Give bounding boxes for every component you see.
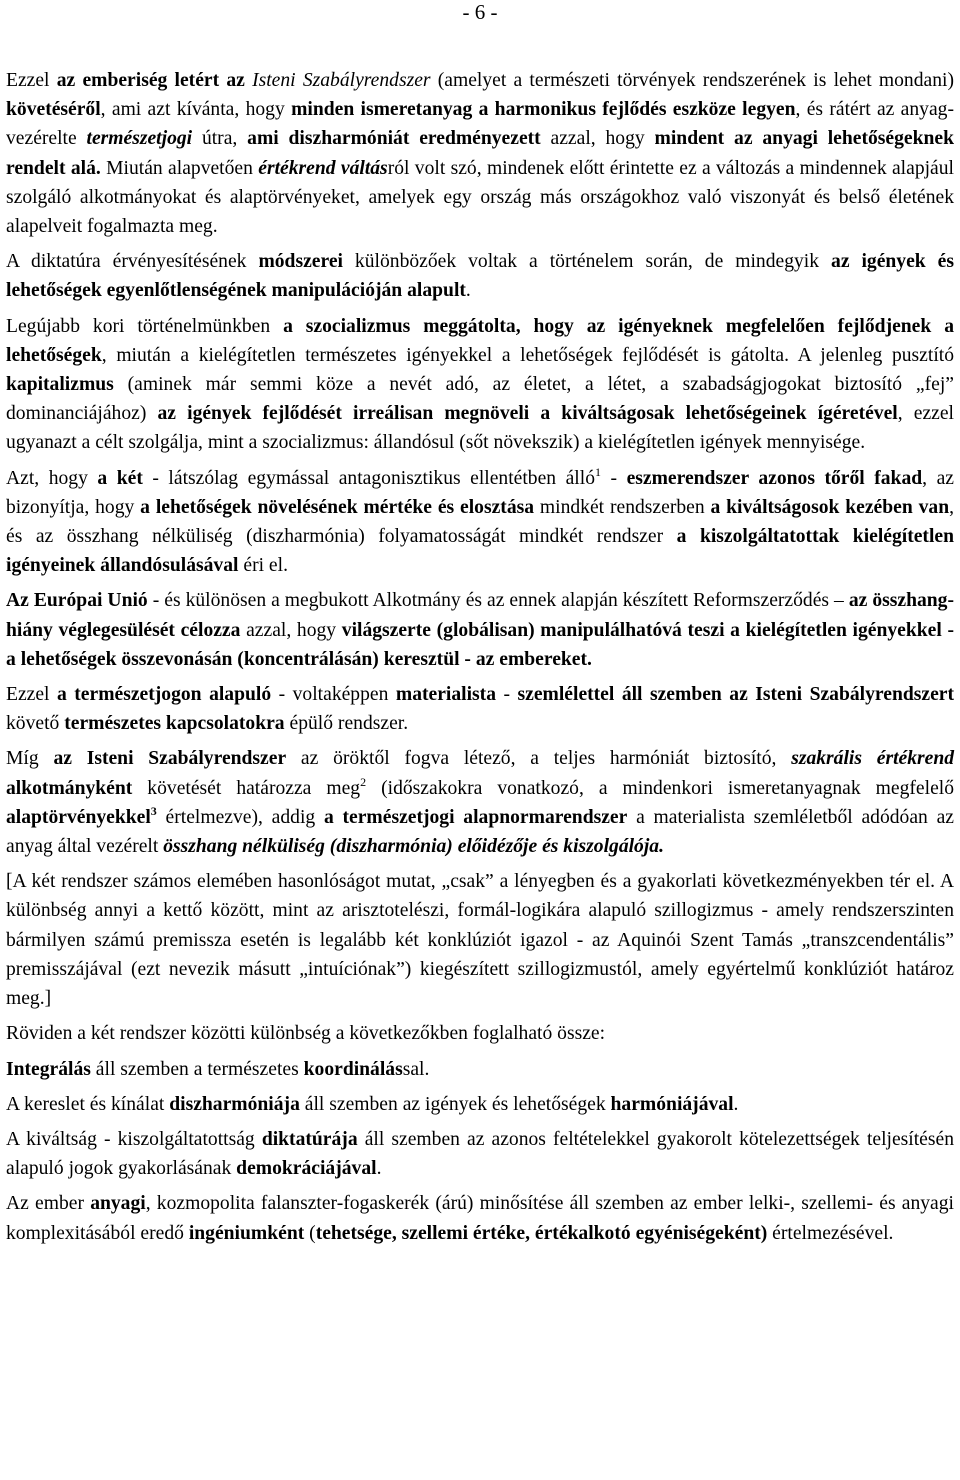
text-run: az összhang-hiány véglegesülését célozza xyxy=(6,590,954,641)
text-run: értékrend váltás xyxy=(258,157,388,179)
text-run: a kiszolgáltatottak kielégítetlen igényeinek állandósulásával xyxy=(6,526,954,577)
text-run: Legújabb kori történelmünkben xyxy=(6,315,284,337)
text-run: , és az összhang nélküliség (diszharmónia) folyamatosságát mindkét rendszer xyxy=(6,496,954,548)
text-run: alkotmányként xyxy=(6,777,133,799)
paragraph xyxy=(6,744,954,861)
paragraph xyxy=(6,1019,954,1048)
text-run: (időszakokra vonatkozó, a mindenkori ismeretanyagnak megfelelő xyxy=(366,777,954,799)
text-run: értelmezve), addig xyxy=(156,806,324,828)
text-run: Míg xyxy=(6,748,54,770)
text-run: az igények és lehetőségek egyenlőtlenségének manipulációján alapult xyxy=(6,251,954,302)
paragraph xyxy=(6,312,954,458)
text-run: az öröktől fogva létező, a teljes harmóniát biztosító, xyxy=(286,748,792,770)
text-run: módszerei xyxy=(258,251,343,273)
text-run: anyagi xyxy=(90,1193,146,1215)
text-run: koordinálás xyxy=(303,1058,403,1080)
text-run: értelmezésével. xyxy=(767,1222,894,1244)
text-run: demokráciájával xyxy=(236,1158,377,1180)
text-run: a lehetőségek növelésének mértéke és elosztása xyxy=(140,496,535,518)
text-run: épülő rendszer. xyxy=(284,713,409,735)
text-run: ingéniumként xyxy=(188,1222,305,1244)
paragraph xyxy=(6,680,954,738)
paragraph xyxy=(6,586,954,674)
text-run: A kiváltság - kiszolgáltatottság xyxy=(6,1128,262,1150)
text-run: Az Európai Unió xyxy=(6,590,148,612)
text-run: - voltaképpen xyxy=(271,684,396,706)
text-run: - xyxy=(496,684,518,706)
paragraph xyxy=(6,867,954,1013)
text-run: . xyxy=(465,280,471,302)
text-run: ami diszharmóniát eredményezett xyxy=(247,128,541,150)
paragraph xyxy=(6,66,954,241)
text-run: kapitalizmus xyxy=(6,374,114,396)
text-run: az igények fejlődését irreálisan megnöveli a kiváltságosak lehetőségeinek ígéretével xyxy=(157,403,898,425)
text-run: Integrálás xyxy=(6,1058,91,1080)
text-run: ( xyxy=(304,1222,316,1244)
text-run: természetes kapcsolatokra xyxy=(64,713,285,735)
text-run: Az ember xyxy=(6,1193,91,1215)
text-run: szakrális értékrend xyxy=(791,748,955,770)
text-run: diktatúrája xyxy=(261,1128,358,1150)
document-body xyxy=(6,66,954,1254)
text-run: minden ismeretanyag a harmonikus fejlődés eszköze legyen xyxy=(291,99,796,121)
text-run: alaptörvényekkel xyxy=(6,806,151,828)
text-run: sal. xyxy=(402,1058,430,1080)
text-run: - és különösen a megbukott Alkotmány és az ennek alapján készített Reformszerződés – xyxy=(147,590,849,612)
text-run: Azt, hogy xyxy=(6,467,98,489)
paragraph xyxy=(6,1125,954,1183)
paragraph xyxy=(6,1189,954,1247)
text-run: Miután alapvetően xyxy=(100,157,259,179)
text-run: világszerte (globálisan) manipulálhatóvá teszi a kielégítetlen igényekkel - a lehetőségek összevonásán (koncentrálásán) keresztül - az embereket. xyxy=(6,619,954,670)
paragraph xyxy=(6,1055,954,1084)
text-run: harmóniájával xyxy=(610,1093,734,1115)
text-run: (amelyet a természeti törvények rendszerének is lehet mondani) xyxy=(430,70,954,91)
text-run: , az bizonyítja, hogy xyxy=(6,467,954,518)
paragraph xyxy=(6,464,954,581)
text-run: útra, xyxy=(192,128,248,150)
footnote-ref: 2 xyxy=(360,774,367,789)
text-run: A kereslet és kínálat xyxy=(6,1093,170,1115)
text-run: áll szemben az azonos feltételekkel gyakorolt kötelezettségek teljesítésén alapuló jogok gyakorlásának xyxy=(6,1128,954,1180)
text-run: a materialista szemléletből adódóan az anyag által vezérelt xyxy=(6,806,954,858)
text-run: azzal, hogy xyxy=(540,128,655,150)
text-run: A diktatúra érvényesítésének xyxy=(6,251,259,273)
text-run: ról volt szó, mindenek előtt érintette ez a változás a mindennek alapjául szolgáló alkotmányokat és alaptörvényeket, amelyek egy ország más országokhoz való viszonyát és belső életének alapelveit fogalmazta meg. xyxy=(6,157,954,238)
text-run: Röviden a két rendszer közötti különbség a következőkben foglalható össze: xyxy=(6,1023,606,1045)
text-run: szemlélettel áll szemben az Isteni Szabályrendszert xyxy=(517,684,954,706)
paragraph xyxy=(6,247,954,305)
text-run: összhang nélküliség (diszharmónia) előidézője és kiszolgálója. xyxy=(163,836,664,858)
page-number: - 6 - xyxy=(462,0,498,24)
text-run: [A két rendszer számos elemében hasonlóságot mutat, „csak” a lényegben és a gyakorlati következményekben tér el. A különbség annyi a kettő között, mint az arisztotelészi, formál-logikára alapuló szillogizmus - amely rendszerszinten bármilyen számú premissza esetén is legalább két konklúziót igazol - az Aquinói Szent Tamás „transzcendentális” premisszájával (ezt nevezik másutt „intuíciónak”) kiegészített szillogizmustól, amely egyértelmű konklúziót határoz meg.] xyxy=(6,871,954,1010)
text-run: (aminek már semmi köze a nevét adó, az életet, a létet, a szabadságjogokat biztosító „fej” dominanciájához) xyxy=(6,374,954,425)
text-run: Isteni Szabályrendszer xyxy=(252,70,431,91)
text-run: mindent az anyagi lehetőségeknek rendelt alá. xyxy=(6,128,954,179)
text-run: mindkét rendszerben xyxy=(534,496,711,518)
footnote-ref: 1 xyxy=(595,464,601,479)
text-run: tehetsége, szellemi értéke, értékalkotó egyéniségeként) xyxy=(315,1222,768,1244)
text-run: eszmerendszer azonos tőről fakad xyxy=(626,467,923,489)
text-run: Ezzel xyxy=(6,70,57,91)
text-run: az Isteni Szabályrendszer xyxy=(53,748,287,770)
text-run: . xyxy=(733,1093,739,1115)
text-run: természetjogi xyxy=(86,128,193,150)
text-run: az emberiség letért az xyxy=(56,70,253,91)
text-run: a két xyxy=(97,467,143,489)
text-run: , miután a kielégítetlen természetes igényekkel a lehetőségek fejlődését is gátolta. A jelenleg pusztító xyxy=(101,344,954,366)
text-run: követéséről xyxy=(6,99,101,121)
text-run: a természetjogi alapnormarendszer xyxy=(323,806,628,828)
footnote-ref: 3 xyxy=(150,803,157,818)
text-run: követő xyxy=(6,713,65,735)
text-run: . xyxy=(376,1158,382,1180)
text-run: , kozmopolita falanszter-fogaskerék (árú) minősítése áll szemben az ember lelki-, szellemi- és anyagi komplexitásából eredő xyxy=(6,1193,954,1244)
text-run: a természetjogon alapuló xyxy=(57,684,272,706)
text-run: áll szemben az igények és lehetőségek xyxy=(299,1093,611,1115)
text-run: Ezzel xyxy=(6,684,57,706)
text-run: azzal, hogy xyxy=(240,619,342,641)
text-run: éri el. xyxy=(238,555,288,577)
text-run: , ezzel ugyanazt a célt szolgálja, mint a szocializmus: állandósul (sőt növekszik) a kielégítetlen igények mennyisége. xyxy=(6,403,954,454)
text-run: , és rátért az anyag-vezérelte xyxy=(6,99,954,150)
text-run: diszharmóniája xyxy=(169,1093,300,1115)
paragraph xyxy=(6,1090,954,1119)
text-run: a kiváltságosok kezében van xyxy=(710,496,950,518)
text-run: követését határozza meg xyxy=(132,777,361,799)
text-run: a szocializmus meggátolta, hogy az igényeknek megfelelően fejlődjenek a lehetőségek xyxy=(6,315,954,366)
text-run: , ami azt kívánta, hogy xyxy=(100,99,292,121)
text-run: - xyxy=(601,467,627,489)
text-run: - látszólag egymással antagonisztikus ellentétben álló xyxy=(142,467,595,489)
text-run: különbözőek voltak a történelem során, de mindegyik xyxy=(342,251,832,273)
text-run: materialista xyxy=(395,684,497,706)
text-run: áll szemben a természetes xyxy=(90,1058,304,1080)
